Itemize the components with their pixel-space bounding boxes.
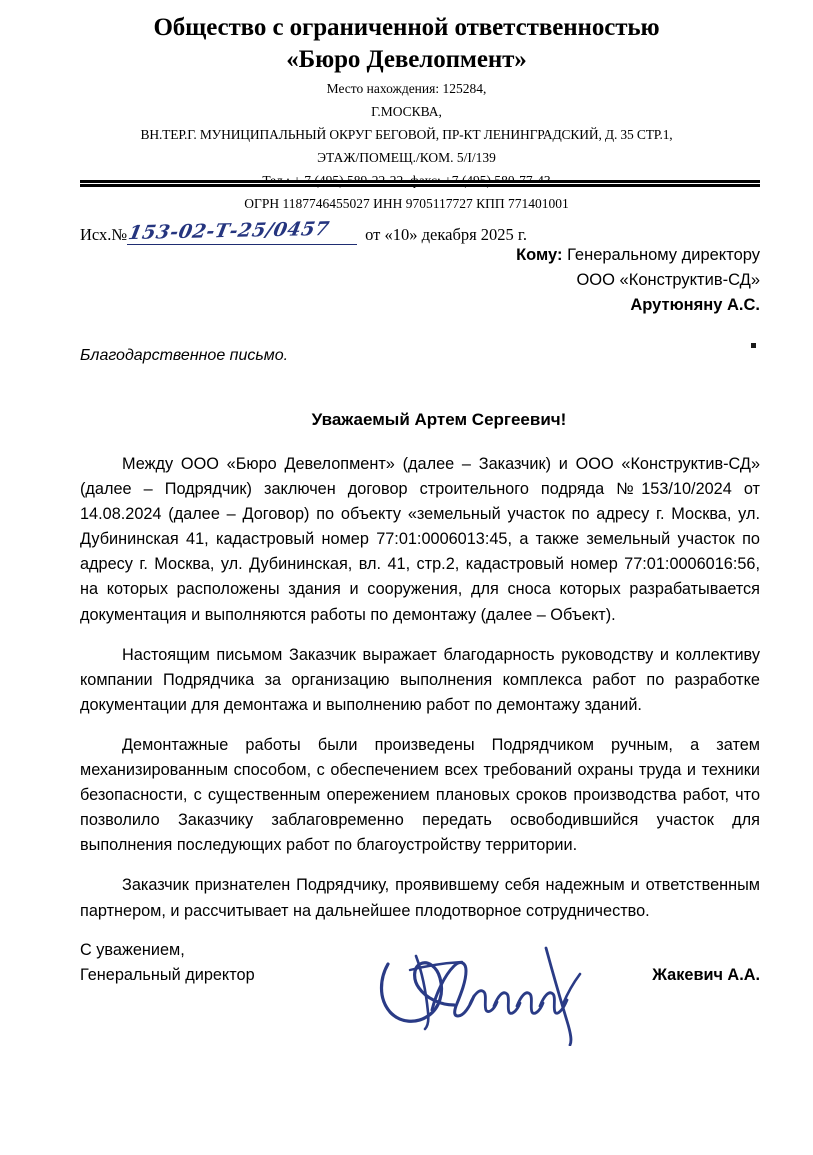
letter-body	[80, 452, 760, 924]
addressee-name: Арутюняну А.С.	[630, 296, 760, 315]
subject-line: Благодарственное письмо.	[80, 347, 289, 364]
addressee-line-position	[430, 243, 760, 268]
addressee-block	[430, 243, 760, 319]
company-registration-line: ОГРН 1187746455027 ИНН 9705117727 КПП 771401001	[244, 195, 569, 211]
reference-date: от «10» декабря 2025 г.	[365, 225, 527, 244]
company-address-line-4: ЭТАЖ/ПОМЕЩ./КОМ. 5/I/139	[317, 149, 496, 165]
addressee-company: ООО «Конструктив-СД»	[576, 271, 760, 290]
addressee-position: Генеральному директору	[567, 246, 760, 264]
company-title-line-2: «Бюро Девелопмент»	[286, 45, 527, 73]
reference-number-handwritten: 153-02-Т-25/0457	[126, 217, 332, 245]
signature-handwritten-mark	[370, 926, 630, 1046]
signature-left-text	[80, 938, 255, 988]
divider-bar-bottom	[80, 184, 760, 187]
reference-line	[80, 217, 527, 245]
reference-number-blank	[126, 217, 357, 245]
body-paragraph-3: Демонтажные работы были произведены Подрядчиком ручным, а затем механизированным способом, с обеспечением всех требований охраны труда и техники безопасности, с существенным опережением плановых сроков производства работ, что позволило Заказчику заблаговременно передать освободившийся участок для выполнения последующих работ по благоустройству территории.	[80, 735, 760, 855]
body-paragraph-4: Заказчик признателен Подрядчику, проявившему себя надежным и ответственным партнером, и рассчитывает на дальнейшее плодотворное сотрудничество.	[80, 876, 760, 920]
reference-label: Исх.№	[80, 225, 128, 244]
company-address-line-3: ВН.ТЕР.Г. МУНИЦИПАЛЬНЫЙ ОКРУГ БЕГОВОЙ, ПР-КТ ЛЕНИНГРАДСКИЙ, Д. 35 СТР.1,	[140, 126, 673, 142]
greeting-line: Уважаемый Артем Сергеевич!	[311, 410, 567, 429]
body-paragraph-2: Настоящим письмом Заказчик выражает благодарность руководству и коллективу компании Подрядчика за организацию выполнения комплекса работ по разработке документации для демонтажа и выполнению работ по демонтажу зданий.	[80, 645, 760, 714]
company-address-line-1: Место нахождения: 125284,	[326, 81, 487, 96]
signer-name: Жакевич А.А.	[652, 966, 760, 984]
company-address-line-2: Г.МОСКВА,	[371, 103, 442, 119]
body-paragraph-1: Между ООО «Бюро Девелопмент» (далее – Заказчик) и ООО «Конструктив-СД» (далее – Подрядчик) заключен договор строительного подряда №153/10/2024 от 14.08.2024 (далее – Договор) по объекту «земельный участок по адресу г. Москва, ул. Дубининская 41, кадастровый номер 77:01:0006013:45, а также земельный участок по адресу г. Москва, ул. Дубининская, вл. 41, стр.2, кадастровый номер 77:01:0006016:56, на которых расположены здания и сооружения, для сноса которых разрабатывается документация и выполняются работы по демонтажу (далее – Объект).	[80, 455, 760, 624]
signature-block	[80, 938, 760, 1048]
signature-closing: С уважением,	[80, 941, 185, 959]
header-divider-rule	[80, 180, 760, 187]
addressee-to-label: Кому:	[516, 246, 563, 264]
company-title-line-1: Общество с ограниченной ответственностью	[153, 14, 660, 41]
scan-artifact-mark	[751, 343, 756, 348]
signature-position: Генеральный директор	[80, 965, 255, 984]
